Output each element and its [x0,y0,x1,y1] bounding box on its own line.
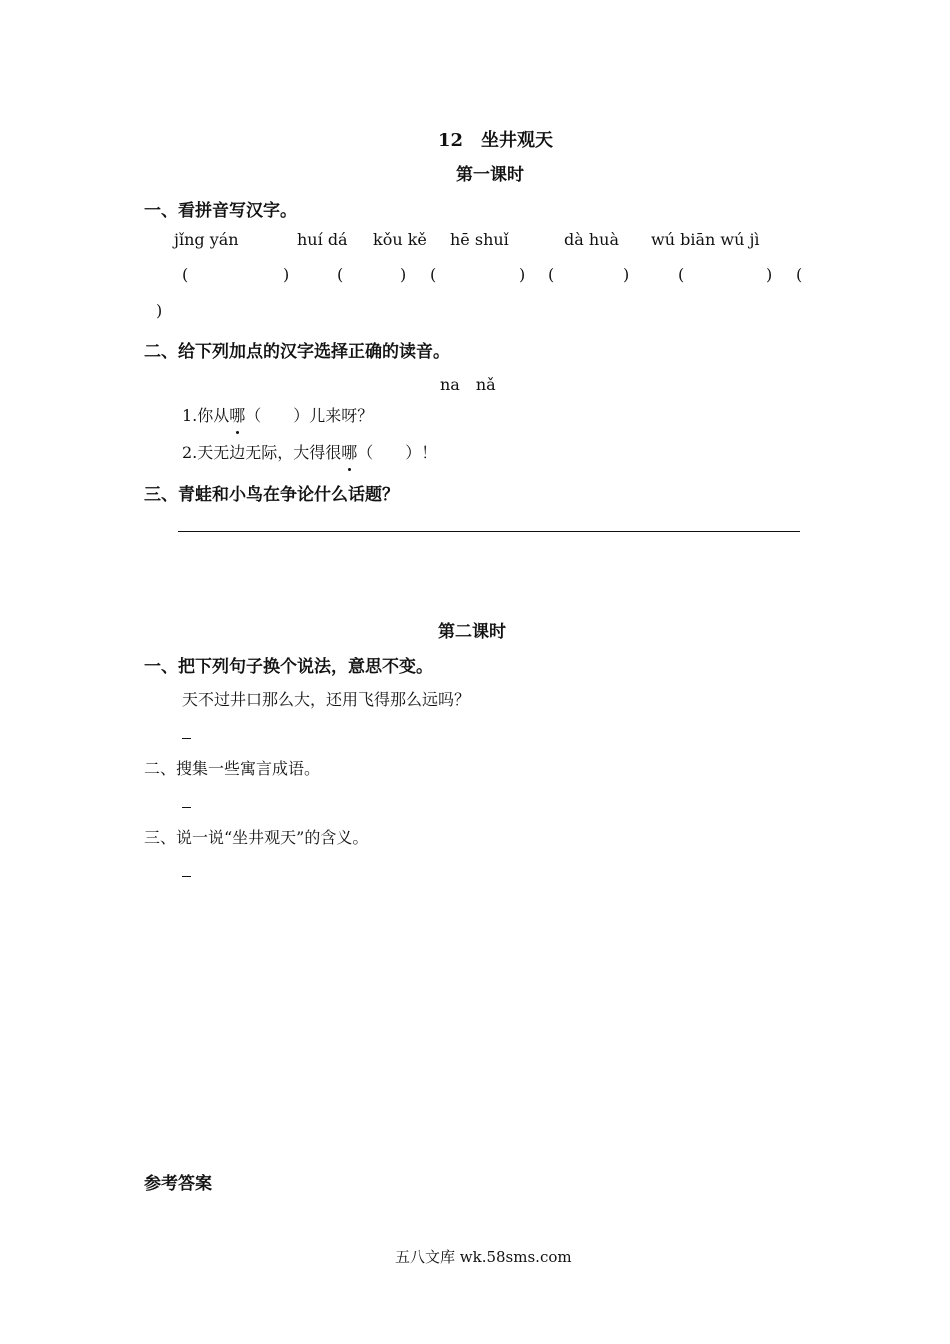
footer-watermark: 五八文库 wk.58sms.com [395,1248,572,1266]
answer-paren-open: ( [182,265,189,284]
answer-line [182,876,191,877]
lesson2-heading: 第二课时 [438,622,506,642]
sentence-text: （ ）！ [357,443,438,462]
lesson2-q1-sentence: 天不过井口那么大，还用飞得那么远吗？ [182,690,471,709]
answer-paren-close: ) [400,265,407,284]
answer-line [182,807,191,808]
answer-paren-close: ) [156,301,163,320]
lesson2-q3-label: 三、说一说“坐井观天”的含义。 [144,828,369,847]
pinyin-item: kǒu kě [373,230,427,249]
sentence-text: （ ）儿来呀？ [245,406,374,425]
pinyin-item: huí dá [297,230,348,249]
pinyin-item: dà huà [564,230,620,249]
lesson1-q2-label: 二、给下列加点的汉字选择正确的读音。 [144,342,450,362]
pinyin-item: hē shuǐ [450,230,509,249]
answer-line [178,531,800,532]
page-title: 12 坐井观天 [438,130,554,151]
q2-sentence-2 [182,440,437,463]
answers-heading: 参考答案 [144,1174,212,1194]
answer-paren-open: ( [796,265,803,284]
dotted-character: 哪 [229,403,245,426]
lesson2-q1-label: 一、把下列句子换个说法，意思不变。 [144,657,433,677]
lesson1-q3-label: 三、青蛙和小鸟在争论什么话题？ [144,485,399,505]
answer-paren-close: ) [623,265,630,284]
dotted-character: 哪 [341,440,357,463]
answer-line [182,738,191,739]
answer-paren-close: ) [519,265,526,284]
answer-paren-close: ) [766,265,773,284]
answer-paren-open: ( [678,265,685,284]
answer-paren-open: ( [430,265,437,284]
q2-sentence-1 [182,403,373,426]
pinyin-item: jǐng yán [174,230,239,249]
reading-options: na nǎ [440,375,496,394]
sentence-text: 1.你从 [182,406,230,425]
lesson1-heading: 第一课时 [456,165,524,185]
answer-paren-close: ) [283,265,290,284]
lesson1-q1-label: 一、看拼音写汉字。 [144,201,297,221]
answer-paren-open: ( [548,265,555,284]
answer-paren-open: ( [337,265,344,284]
pinyin-item: wú biān wú jì [651,230,760,249]
sentence-text: 2.天无边无际，大得很 [182,443,342,462]
lesson2-q2-label: 二、搜集一些寓言成语。 [144,759,321,778]
